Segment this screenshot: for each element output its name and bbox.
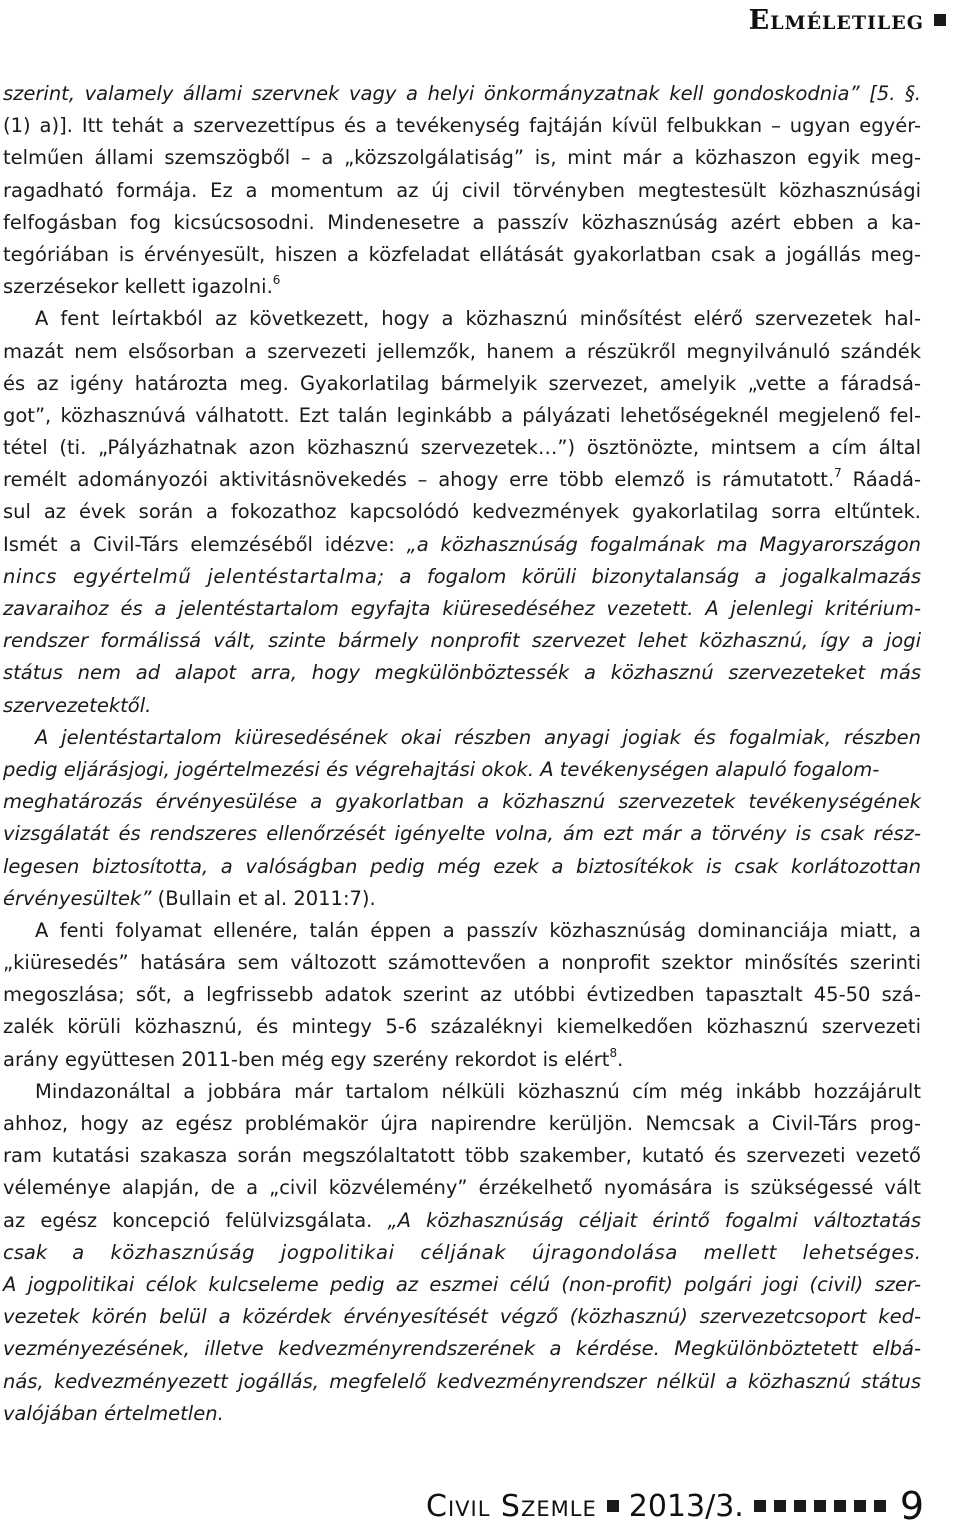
text-line [3,1301,921,1333]
square-bullet-icon [774,1500,786,1512]
text-line [3,561,921,593]
text-line [3,593,921,625]
text-line [3,722,921,754]
text-line [3,1011,921,1043]
text-run: véleménye alapján, de a „civil közvélemény” érzékelhető nyomására is szükségessé vált [3,1176,921,1200]
text-run: A jogpolitikai célok kulcseleme pedig az eszmei célú (non-profit) polgári jogi (civil) szer- [3,1272,921,1296]
text-line [3,979,921,1011]
text-run: vizsgálatát és rendszeres ellenőrzését igényelte volna, ám ezt már a törvény is csak rész- [3,822,921,846]
journal-name: Civil Szemle [426,1488,597,1524]
text-run: Ráadá- [841,468,921,492]
text-run: vezetek körén belül a közérdek érvényesítését végző (közhasznú) szervezetcsoport ked- [3,1305,921,1329]
text-run: tétel (ti. „Pályázhatnak azon közhasznú szervezetek…”) ösztönözte, mintsem a cím által [3,436,921,460]
text-run: rendszer formálissá vált, szinte bármely nonprofit szervezet lehet közhasznú, így a jogi [3,629,921,653]
article-body [3,78,921,1430]
text-run: (1) a)]. Itt tehát a szervezettípus és a tevékenység fajtáján kívül felbukkan – ugyan egyér- [3,114,921,138]
text-run: ragadható formája. Ez a momentum az új civil törvényben megtestesült közhasznúsági [3,178,921,202]
text-run: megoszlása; sőt, a legfrissebb adatok szerint az utóbbi évtizedben tapasztalt 45-50 szá- [3,983,921,1007]
text-line [3,78,921,110]
text-run: „kiüresedés” hatására sem változott számottevően a nonprofit szektor minősítés szerinti [3,951,921,975]
text-line [3,818,921,850]
text-run: telműen állami szemszögből – a „közszolgálatiság” is, mint már a közhaszon egyik meg- [3,146,921,170]
square-bullet-icon [814,1500,826,1512]
issue-number: 2013/3. [628,1488,744,1524]
text-run: got”, közhasznúvá válhatott. Ezt talán leginkább a pályázati lehetőségeknél megjelenő fel- [3,403,921,427]
text-run: ; a fogalom körüli bizonytalanság a jogalkalmazás [377,564,921,588]
text-run: pedig eljárásjogi, jogértelmezési és végrehajtási okok. A tevékenységen alapuló fogalom- [3,757,880,781]
text-line [3,432,921,464]
text-run: vezményezésének, illetve kedvezményrendszerének a kérdése. Megkülönböztetett elbá- [3,1337,921,1361]
text-run: „a közhasznúság fogalmának ma Magyarországon [406,532,921,556]
page-number: 9 [899,1484,924,1528]
page-footer [426,1484,924,1528]
text-run: nás, kedvezményezett jogállás, megfelelő kedvezményrendszer nélkül a közhasznú státus [3,1369,921,1393]
text-line [3,883,921,915]
text-run: (Bullain et al. 2011:7). [157,886,376,910]
text-line [3,1237,921,1269]
decorative-squares [754,1500,886,1512]
text-line [3,496,921,528]
text-line [3,175,921,207]
text-run: ram kutatási szakasza során megszólaltatott több szakember, kutató és szervezeti vezető [3,1144,921,1168]
text-run: meghatározás érvényesülése a gyakorlatban a közhasznú szervezetek tevékenységének [3,790,921,814]
text-run: [5. §. [869,82,921,105]
text-line [3,239,921,271]
text-run: remélt adományozói aktivitásnövekedés – ahogy erre több elemző is rámutatott. [3,468,835,492]
text-line [3,1333,921,1365]
text-line [3,1076,921,1108]
text-run: szerzésekor kellett igazolni. [3,275,273,299]
text-run: ahhoz, hogy az egész problémakör újra napirendre kerüljön. Nemcsak a Civil-Társ prog- [3,1112,921,1135]
text-line [3,1172,921,1204]
text-run: valójában értelmetlen. [3,1401,224,1425]
footnote-ref: 6 [272,273,281,288]
text-run: és az igény határozta meg. Gyakorlatilag bármelyik szervezet, amelyik „vette a fáradsá- [3,371,921,395]
text-line [3,851,921,883]
text-line [3,110,921,142]
text-run: A fent leírtakból az következett, hogy a közhasznú minősítést elérő szervezetek hal- [35,307,921,331]
text-run: tegóriában is érvényesült, hiszen a közfeladat ellátását gyakorlatban csak a jogállás meg- [3,242,921,266]
text-line [3,1108,921,1140]
text-run: sul az évek során a fokozathoz kapcsolódó kedvezmények gyakorlatilag sorra eltűntek. [3,500,921,524]
text-line [3,529,921,561]
square-bullet-icon [834,1500,846,1512]
square-bullet-icon [854,1500,866,1512]
text-line [3,336,921,368]
text-run: a közhasznúság jogpolitikai céljának újragondolása mellett lehetséges [72,1240,915,1264]
text-line [3,400,921,432]
square-bullet-icon [794,1500,806,1512]
text-run: legesen biztosította, a valóságban pedig még ezek a biztosítékok is csak korlátozottan [3,854,921,878]
text-line [3,1205,921,1237]
text-run: A fenti folyamat ellenére, talán éppen a passzív közhasznúság dominanciája miatt, a [35,918,921,942]
text-run: érvényesültek” [3,886,158,910]
text-line [3,947,921,979]
text-run: szerint, valamely állami szervnek vagy a helyi önkormányzatnak kell gondoskodnia” [3,82,870,105]
text-run: . [914,1240,921,1264]
text-line [3,1366,921,1398]
text-run: felfogásban fog kicsúcsosodni. Mindenesetre a passzív közhasznúság azért ebben a ka- [3,210,921,234]
text-run: . [617,1047,624,1071]
text-line [3,1398,921,1430]
text-run: az egész koncepció felülvizsgálata. [3,1208,388,1232]
text-run: zavaraihoz és a jelentéstartalom egyfajta kiüresedéséhez vezetett. A jelenlegi kritérium- [3,597,921,620]
text-line [3,1269,921,1301]
square-bullet-icon [934,14,946,26]
text-run: arány együttesen 2011-ben még egy szerény rekordot is elért [3,1047,610,1071]
square-bullet-icon [874,1500,886,1512]
text-run: csak [3,1240,73,1264]
text-run: Ismét a Civil-Társ elemzéséből idézve: [3,532,407,556]
text-run: mazát nem elsősorban a szervezeti jellemzők, hanem a részükről megnyilvánuló szándék [3,339,921,363]
text-run: szervezetektől. [3,693,152,717]
text-line [3,207,921,239]
text-line [3,754,921,786]
text-line [3,271,921,303]
text-run: „A közhasznúság céljait érintő fogalmi változtatás [387,1208,921,1232]
text-line [3,657,921,689]
text-run: Mindazonáltal a jobbára már tartalom nélküli közhasznú cím még inkább hozzájárult [35,1079,921,1103]
footnote-ref: 8 [609,1045,618,1060]
square-bullet-icon [754,1500,766,1512]
text-line [3,303,921,335]
section-title: Elméletileg [748,4,924,36]
text-run: nincs egyértelmű jelentéstartalma [3,564,378,588]
square-bullet-icon [607,1500,619,1512]
text-line [3,690,921,722]
text-line [3,915,921,947]
text-line [3,1140,921,1172]
text-line [3,142,921,174]
text-line [3,368,921,400]
text-run: A jelentéstartalom kiüresedésének okai részben anyagi jogiak és fogalmiak, részben [35,725,921,749]
text-run: zalék körüli közhasznú, és mintegy 5-6 százaléknyi kiemelkedően közhasznú szervezeti [3,1015,921,1039]
text-line [3,786,921,818]
text-run: státus nem ad alapot arra, hogy megkülönböztessék a közhasznú szervezeteket más [3,661,921,685]
footnote-ref: 7 [834,466,842,481]
running-header [749,0,946,40]
text-line [3,1044,921,1076]
text-line [3,625,921,657]
text-line [3,464,921,496]
